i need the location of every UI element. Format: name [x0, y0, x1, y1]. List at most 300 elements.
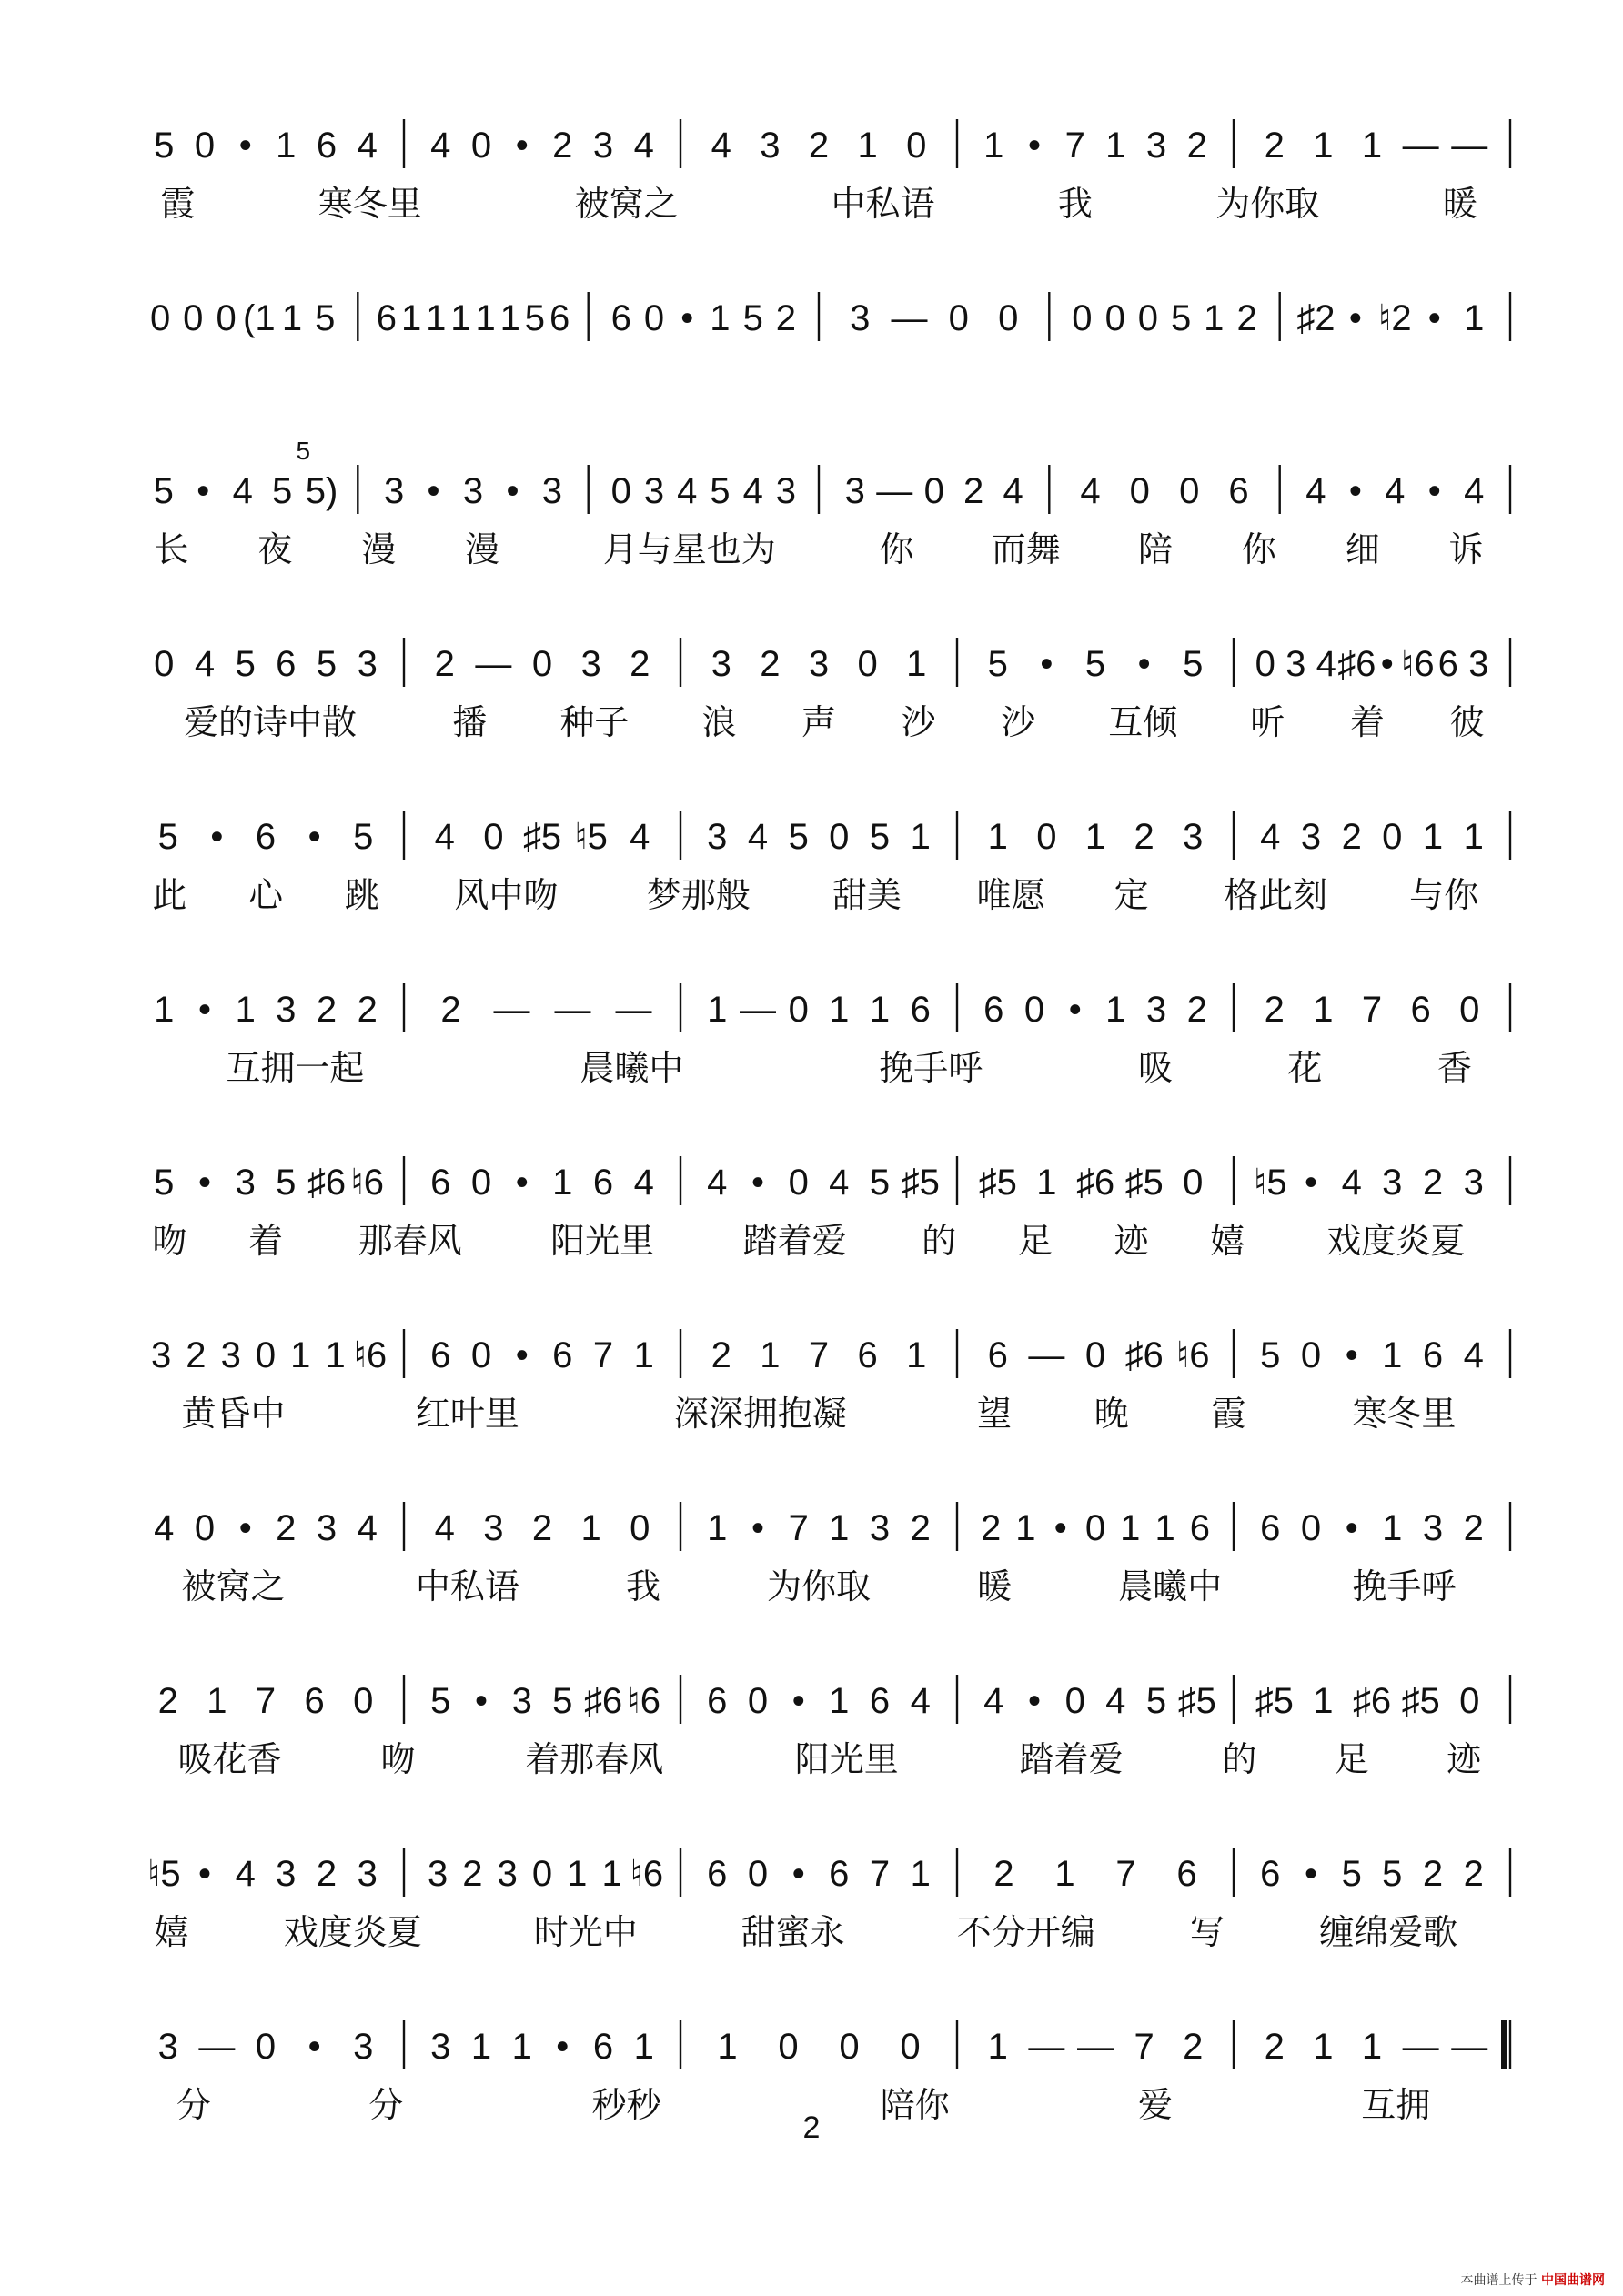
lyric: 吸花香	[177, 1739, 282, 1779]
note: 3	[1468, 644, 1489, 684]
note: 6	[376, 298, 398, 338]
lyric: 霞	[1211, 1394, 1246, 1434]
note: 5	[524, 298, 546, 338]
note: 1	[983, 126, 1004, 166]
lyric: 着那春风	[525, 1739, 664, 1779]
note: 1	[1313, 990, 1334, 1030]
note: 2	[980, 1508, 1002, 1548]
lyric: 长	[154, 529, 189, 569]
note: ♯5	[1177, 1681, 1216, 1721]
lyric: 与你	[1409, 875, 1479, 915]
note: ♯6	[1337, 644, 1376, 684]
note: 4	[1385, 471, 1406, 511]
note: 3	[316, 1508, 338, 1548]
note: 6	[316, 126, 338, 166]
note: 5	[1084, 644, 1106, 684]
note: 1	[1105, 990, 1126, 1030]
lyric: 踏着爱	[1019, 1739, 1124, 1779]
note: •	[751, 1508, 765, 1548]
lyric: 月与星也为	[602, 529, 776, 569]
lyric: 细	[1345, 529, 1380, 569]
note: 1	[760, 1335, 781, 1375]
lyric: 甜蜜永	[741, 1912, 845, 1952]
note: 0	[857, 644, 878, 684]
footer-site-logo: 中国曲谱网	[1541, 2273, 1605, 2288]
system-3	[154, 437, 1510, 569]
note: 1	[910, 817, 931, 857]
lyric: 着	[248, 1221, 284, 1261]
note: 3	[150, 1335, 172, 1375]
note: 5	[315, 298, 336, 338]
note: 0	[1137, 298, 1159, 338]
note: 6	[1176, 1854, 1197, 1894]
lyric: 迹	[1447, 1739, 1482, 1779]
lyric: 浪	[701, 702, 737, 742]
note: 5	[788, 817, 809, 857]
note: 4	[983, 1681, 1004, 1721]
note: •	[791, 1854, 805, 1894]
note: 1	[633, 1335, 654, 1375]
note: ♯5	[1401, 1681, 1440, 1721]
note: 0	[194, 126, 216, 166]
note: 0	[778, 2027, 799, 2067]
note: 3	[357, 644, 378, 684]
lyric: 格此刻	[1224, 875, 1328, 915]
lyric: 阳光里	[794, 1739, 899, 1779]
note: 3	[580, 644, 601, 684]
note: 6	[1410, 990, 1431, 1030]
note: 1	[1422, 817, 1444, 857]
note: 4	[633, 1163, 654, 1203]
note: ♮6	[1175, 1335, 1210, 1375]
note: 0	[643, 298, 665, 338]
note: 6	[430, 1163, 451, 1203]
note: 3	[235, 1163, 256, 1203]
note: •	[791, 1681, 805, 1721]
system-11	[147, 1848, 1510, 1952]
note: 1	[906, 644, 927, 684]
note: 0	[531, 1854, 553, 1894]
note: 4	[1260, 817, 1281, 857]
note: 0	[998, 298, 1019, 338]
lyric: 望	[976, 1394, 1013, 1434]
note: •	[238, 1508, 252, 1548]
lyric: 黄昏中	[181, 1394, 286, 1434]
note: 4	[1464, 471, 1485, 511]
note: 6	[983, 990, 1004, 1030]
note: 1	[1120, 1508, 1141, 1548]
note: 4	[630, 817, 650, 857]
note: 3	[643, 471, 665, 511]
note: 0	[747, 1681, 769, 1721]
system-9	[154, 1502, 1510, 1606]
lyric: 足	[1017, 1221, 1053, 1261]
note: 6	[869, 1681, 891, 1721]
lyric: 种子	[559, 702, 630, 742]
lyric: 秒秒	[591, 2085, 661, 2125]
lyric: 为你取	[1215, 184, 1320, 224]
note: 1	[276, 126, 297, 166]
note: 1	[987, 817, 1008, 857]
note: 2	[910, 1508, 931, 1548]
note: 5	[710, 471, 731, 511]
note: 3	[711, 644, 731, 684]
note: 2	[760, 644, 781, 684]
lyric: 着	[1349, 702, 1386, 742]
note: 1	[290, 1335, 311, 1375]
note: 1	[400, 298, 422, 338]
note: 2	[186, 1335, 207, 1375]
note: ♮6	[627, 1681, 660, 1721]
note: 0	[255, 1335, 277, 1375]
lyric: 此	[152, 875, 187, 915]
note: 3	[497, 1854, 518, 1894]
note: •	[1137, 644, 1151, 684]
note: —	[1028, 2027, 1065, 2067]
note: ♮5	[574, 817, 608, 857]
note: 1	[707, 990, 728, 1030]
lyric: 嬉	[1210, 1221, 1245, 1261]
note: 1	[717, 2027, 738, 2067]
note: 1	[1204, 298, 1225, 338]
note: 3	[808, 644, 830, 684]
note: •	[1304, 1163, 1318, 1203]
note: 1	[475, 298, 496, 338]
lyric: 挽手呼	[879, 1048, 983, 1088]
final-barline	[1501, 2020, 1507, 2069]
note: 1	[829, 990, 850, 1030]
lyric: 中私语	[415, 1566, 519, 1606]
note: 2	[462, 1854, 483, 1894]
note: 1	[1382, 1335, 1403, 1375]
note: —	[1028, 1335, 1065, 1375]
lyric: 漫	[361, 529, 397, 569]
note: 1	[1313, 2027, 1334, 2067]
note: ♮5	[147, 1854, 181, 1894]
note: 1	[1105, 126, 1126, 166]
note: •	[1345, 1335, 1358, 1375]
note: 7	[1064, 126, 1085, 166]
note: —	[554, 990, 591, 1030]
note: 0	[216, 298, 237, 338]
footer-uploader: 本曲谱上传于	[1460, 2273, 1537, 2288]
note: 4	[1080, 471, 1101, 511]
note: 0	[194, 1508, 216, 1548]
note: 5	[987, 644, 1008, 684]
note: •	[1380, 644, 1394, 684]
lyric: 晨曦中	[580, 1048, 684, 1088]
note: 1	[601, 1854, 622, 1894]
note: 3	[383, 471, 405, 511]
lyric: 不分开编	[956, 1912, 1095, 1952]
note: 1	[281, 298, 303, 338]
note: ♯5	[978, 1163, 1017, 1203]
note: 0	[1084, 1508, 1106, 1548]
note: 0	[923, 471, 944, 511]
note: 4	[232, 471, 253, 511]
note: ♯2	[1296, 298, 1336, 338]
note: 1	[829, 1681, 850, 1721]
lyric: 风中吻	[454, 875, 559, 915]
note: 6	[987, 1335, 1008, 1375]
note: •	[197, 990, 212, 1030]
note: ♮6	[353, 1335, 388, 1375]
note: 0	[483, 817, 504, 857]
note: 5	[869, 817, 891, 857]
note: 2	[1264, 990, 1285, 1030]
note: •	[1348, 471, 1362, 511]
system-2	[150, 292, 1510, 341]
lyric: 互拥一起	[226, 1048, 365, 1088]
note: •	[197, 1854, 212, 1894]
note: 3	[1183, 817, 1204, 857]
note: 5	[1341, 1854, 1362, 1894]
system-6	[154, 983, 1510, 1088]
note: 3	[276, 990, 297, 1030]
note: 4	[707, 1163, 728, 1203]
note: ♮6	[1401, 644, 1435, 684]
note: ♯5	[1124, 1163, 1164, 1203]
note: 3	[775, 471, 797, 511]
note: 3	[760, 126, 781, 166]
lyric: 寒冬里	[1352, 1394, 1457, 1434]
note: 6	[829, 1854, 850, 1894]
note: 2	[1236, 298, 1257, 338]
system-5	[152, 811, 1510, 915]
lyric: 暖	[1442, 184, 1477, 224]
note: 0	[1084, 1335, 1106, 1375]
note: 6	[1260, 1508, 1281, 1548]
note: 3	[1145, 126, 1167, 166]
note: ♯5	[1255, 1681, 1294, 1721]
note: 4	[1003, 471, 1023, 511]
lyric: 沙	[901, 702, 936, 742]
note: 1	[829, 1508, 850, 1548]
note: 2	[552, 126, 573, 166]
lyric: 唯愿	[976, 875, 1046, 915]
note: —	[493, 990, 530, 1030]
note: 5	[153, 471, 174, 511]
note: 0	[255, 2027, 277, 2067]
note: 0	[149, 298, 171, 338]
note: —	[1402, 126, 1439, 166]
system-10	[158, 1675, 1510, 1779]
lyric: 为你取	[766, 1566, 872, 1606]
note: 0	[829, 817, 850, 857]
note: 2	[1463, 1854, 1484, 1894]
note: 4	[357, 1508, 378, 1548]
note: 1	[857, 126, 878, 166]
note: 0	[1300, 1508, 1322, 1548]
note: ♮6	[630, 1854, 664, 1894]
note: —	[740, 990, 776, 1030]
note: 3	[430, 2027, 451, 2067]
note: 1	[450, 298, 471, 338]
note: 5	[742, 298, 763, 338]
note: 0	[747, 1854, 769, 1894]
note: 2	[531, 1508, 553, 1548]
note: 3	[1145, 990, 1167, 1030]
note: 0	[470, 1335, 492, 1375]
lyric: 嬉	[154, 1912, 189, 1952]
note: 6	[1189, 1508, 1211, 1548]
note: 1	[235, 990, 256, 1030]
note: 0	[1300, 1335, 1322, 1375]
lyric: 写	[1189, 1912, 1225, 1952]
note: 6	[592, 1163, 614, 1203]
lyric: 陪你	[880, 2085, 950, 2125]
note: 3	[1300, 817, 1322, 857]
grace-note: 5	[296, 437, 311, 465]
note: 4	[742, 471, 763, 511]
note: 2	[434, 644, 455, 684]
lyric: 而舞	[991, 529, 1061, 569]
note: 3	[276, 1854, 297, 1894]
note: 2	[1183, 2027, 1204, 2067]
system-7	[152, 1156, 1510, 1261]
lyric: 被窝之	[181, 1566, 286, 1606]
note: •	[751, 1163, 765, 1203]
note: •	[1027, 1681, 1042, 1721]
lyric: 深深拥抱凝	[673, 1394, 847, 1434]
note: 5	[1382, 1854, 1403, 1894]
note: 7	[255, 1681, 277, 1721]
note: 4	[677, 471, 698, 511]
note: 5	[1145, 1681, 1167, 1721]
lyric: 爱的诗中散	[183, 702, 358, 742]
note: 1	[325, 1335, 346, 1375]
note: 0	[1072, 298, 1093, 338]
note: 1	[1464, 298, 1485, 338]
lyric: 迹	[1114, 1221, 1149, 1261]
note: 1	[633, 2027, 654, 2067]
note: 2	[775, 298, 797, 338]
note: 0	[1064, 1681, 1085, 1721]
note: 3	[220, 1335, 241, 1375]
note: 6	[610, 298, 631, 338]
system-12	[158, 2020, 1510, 2125]
note: •	[515, 1335, 529, 1375]
note: —	[1402, 2027, 1439, 2067]
note: 5	[276, 1163, 297, 1203]
note: ♮6	[350, 1163, 384, 1203]
lyric: 红叶里	[415, 1394, 519, 1434]
lyric: 陪	[1137, 529, 1174, 569]
note: 2	[630, 644, 650, 684]
lyric: 吸	[1137, 1048, 1174, 1088]
note: •	[1304, 1854, 1318, 1894]
note: 3	[869, 1508, 891, 1548]
note: 2	[1422, 1854, 1444, 1894]
note: 6	[1422, 1335, 1444, 1375]
lyric: 分	[368, 2085, 404, 2125]
note: 1	[906, 1335, 927, 1375]
note: 3	[707, 817, 728, 857]
note: 4	[434, 1508, 455, 1548]
note: ♯6	[583, 1681, 623, 1721]
note: 2	[1186, 990, 1207, 1030]
note: 6	[707, 1854, 728, 1894]
lyric: 梦那般	[646, 875, 751, 915]
note: 2	[1134, 817, 1154, 857]
note: 4	[430, 126, 451, 166]
lyric: 分	[176, 2085, 211, 2125]
note: ♯6	[1352, 1681, 1392, 1721]
note: 6	[549, 298, 570, 338]
note: •	[506, 471, 519, 511]
note: 5	[1170, 298, 1192, 338]
note: 2	[316, 1854, 338, 1894]
note: 1	[710, 298, 731, 338]
lyric: 声	[801, 702, 837, 742]
note: 4	[1316, 644, 1336, 684]
note: 1	[1054, 1854, 1075, 1894]
note: 0	[839, 2027, 860, 2067]
note: 0	[183, 298, 204, 338]
note: 0	[1255, 644, 1275, 684]
lyric: 戏度炎夏	[1326, 1221, 1466, 1261]
note: 7	[788, 1508, 809, 1548]
note: •	[1427, 298, 1441, 338]
note: 2	[357, 990, 378, 1030]
note: 0	[630, 1508, 650, 1548]
lyric: 寒冬里	[318, 184, 422, 224]
note: 6	[1228, 471, 1249, 511]
lyric: 缠绵爱歌	[1319, 1912, 1458, 1952]
note: 0	[610, 471, 631, 511]
lyric: 你	[1241, 529, 1276, 569]
lyric: 被窝之	[574, 184, 679, 224]
note: 5	[552, 1681, 573, 1721]
note: •	[238, 126, 252, 166]
note: —	[1451, 2027, 1488, 2067]
note: ♯6	[1124, 1335, 1164, 1375]
note: 3	[850, 298, 871, 338]
note: 3	[592, 126, 614, 166]
note: 2	[1264, 2027, 1285, 2067]
lyric: 心	[248, 875, 284, 915]
note: 6	[552, 1335, 573, 1375]
note: —	[1077, 2027, 1114, 2067]
system-1	[154, 119, 1510, 224]
note: 1	[567, 1854, 588, 1894]
lyric: 暖	[976, 1566, 1013, 1606]
note: 1	[154, 990, 175, 1030]
system-4	[154, 638, 1510, 742]
note: 5	[353, 817, 374, 857]
note: 0	[948, 298, 969, 338]
note: 2	[1422, 1163, 1444, 1203]
lyric: 你	[879, 529, 914, 569]
note: 4	[154, 1508, 175, 1548]
note: 1	[707, 1508, 728, 1548]
lyric: 的	[1222, 1739, 1257, 1779]
note: 6	[857, 1335, 878, 1375]
note: 1	[1036, 1163, 1057, 1203]
note: 4	[633, 126, 654, 166]
note: 6	[1437, 644, 1458, 684]
note: ♯5	[901, 1163, 940, 1203]
note: 5	[154, 1163, 175, 1203]
note: 1	[1313, 126, 1334, 166]
note: •	[197, 471, 210, 511]
note: 2	[276, 1508, 297, 1548]
note: 7	[1115, 1854, 1136, 1894]
note: 0	[1382, 817, 1403, 857]
note: 5	[430, 1681, 451, 1721]
note: 4	[1305, 471, 1326, 511]
note: 0	[154, 644, 175, 684]
